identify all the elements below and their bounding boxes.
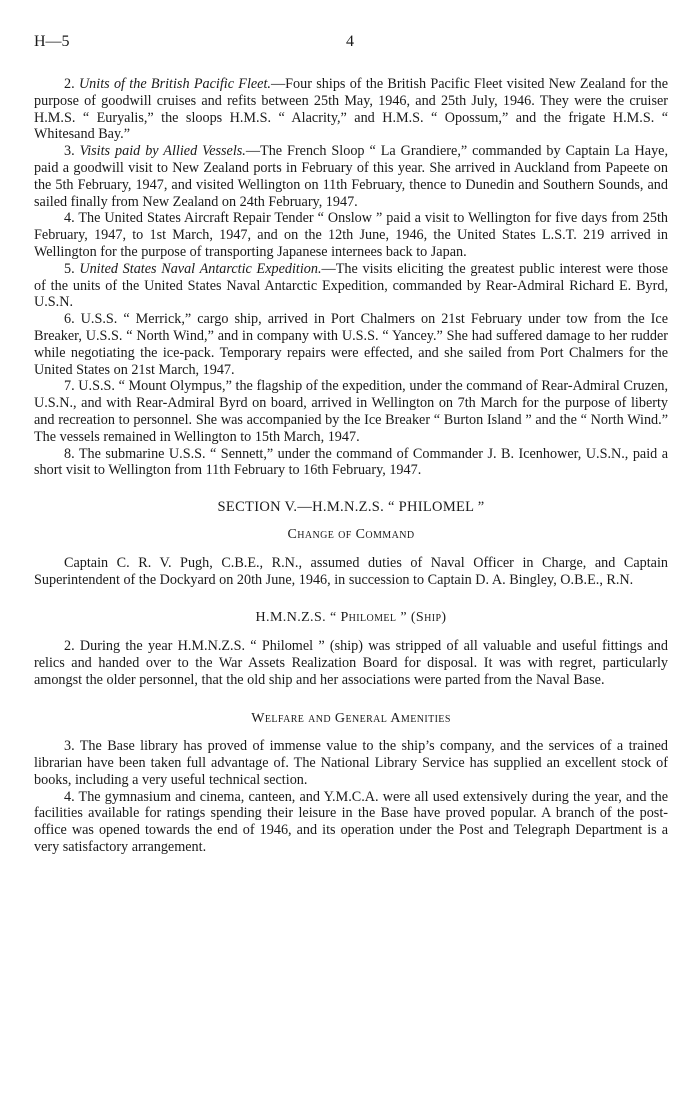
document-body — [34, 76, 668, 856]
paragraph-allied-vessels: 3. Visits paid by Allied Vessels.—The French Sloop “ La Grandiere,” commanded by Captain La Haye, paid a goodwill visit to New Zealand ports in February of this year. She arrived in Auckland from Papeete on the 5th February, 1947, and visited Wellington on 11th February, thence to Dunedin and Southern Sounds, and sailed finally from New Zealand on 24th February, 1947. — [34, 143, 669, 210]
paragraph-mount-olympus: 7. U.S.S. “ Mount Olympus,” the flagship of the expedition, under the command of Rear-Admiral Cruzen, U.S.N., and with Rear-Admiral Byrd on board, arrived in Wellington on 7th March for the purpose of liberty and recreation to personnel. She was accompanied by the Ice Breaker “ Burton Island ” and the “ North Wind.” The vessels remained in Wellington to 15th March, 1947. — [34, 378, 668, 445]
subheading-philomel-ship: H.M.N.Z.S. “ Philomel ” (Ship) — [255, 610, 447, 626]
subheading-inline: Units of the British Pacific Fleet. — [78, 76, 271, 92]
document-code: H—5 — [34, 33, 70, 50]
paragraph-merrick: 6. U.S.S. “ Merrick,” cargo ship, arrived in Port Chalmers on 21st February under tow from the Ice Breaker, U.S.S. “ North Wind,” and in company with U.S.S. “ Yancey.” She had suffered damage to her rudder while negotiating the ice-pack. Temporary repairs were effected, and she sailed from Port Chalmers for the United States on 21st March, 1947. — [34, 311, 668, 378]
page-number: 4 — [346, 33, 354, 50]
subheading-inline: United States Naval Antarctic Expedition. — [79, 260, 322, 277]
paragraph-antarctic-expedition: 5. United States Naval Antarctic Expedition.—The visits eliciting the greatest public interest were those of the units of the United States Naval Antarctic Expedition, commanded by Rear-Admiral Richard E. Byrd, U.S.N. — [34, 260, 668, 311]
page-header — [34, 34, 666, 56]
paragraph-sennett: 8. The submarine U.S.S. “ Sennett,” under the command of Commander J. B. Icenhower, U.S.N., paid a short visit to Wellington from 11th February to 16th February, 1947. — [34, 445, 668, 479]
paragraph-library: 3. The Base library has proved of immense value to the ship’s company, and the services of a trained librarian have been taken full advantage of. The National Library Service has supplied an excellent stock of books, including a very useful technical section. — [34, 738, 668, 788]
subheading-inline: Visits paid by Allied Vessels. — [79, 143, 246, 160]
paragraph-onslow: 4. The United States Aircraft Repair Tender “ Onslow ” paid a visit to Wellington for five days from 25th February, 1947, to 1st March, 1947, and on the 12th June, 1946, the United States L.S.T. 219 arrived in Wellington for the purpose of transporting Japanese internees back to Japan. — [34, 210, 668, 260]
paragraph-british-pacific-fleet: 2. Units of the British Pacific Fleet.—Four ships of the British Pacific Fleet visited New Zealand for the purpose of goodwill cruises and refits between 25th May, 1946, and 25th July, 1946. They were the cruiser H.M.S. “ Euryalis,” the sloops H.M.S. “ Alacrity,” and H.M.S. “ Opossum,” and the frigate H.M.S. “ Whitesand Bay.” — [34, 76, 668, 143]
paragraph-gymnasium: 4. The gymnasium and cinema, canteen, and Y.M.C.A. were all used extensively during the year, and the facilities available for ratings spending their leisure in the Base have proved popular. A branch of the post-office was opened towards the end of 1946, and its operation under the Post and Telegraph Department is a very satisfactory arrangement. — [34, 788, 668, 856]
subheading-welfare: Welfare and General Amenities — [251, 710, 451, 726]
section-title: SECTION V.—H.M.N.Z.S. “ PHILOMEL ” — [217, 499, 485, 516]
paragraph-change-of-command: Captain C. R. V. Pugh, C.B.E., R.N., assumed duties of Naval Officer in Charge, and Captain Superintendent of the Dockyard on 20th June, 1946, in succession to Captain D. A. Bingley, O.B.E., R.N. — [34, 554, 668, 588]
subheading-change-of-command: Change of Command — [287, 526, 415, 542]
paragraph-philomel-ship: 2. During the year H.M.N.Z.S. “ Philomel ” (ship) was stripped of all valuable and useful fittings and relics and handed over to the War Assets Realization Board for disposal. It was with regret, particularly amongst the older personnel, that the old ship and her associations were parted from the Naval Base. — [34, 638, 668, 688]
